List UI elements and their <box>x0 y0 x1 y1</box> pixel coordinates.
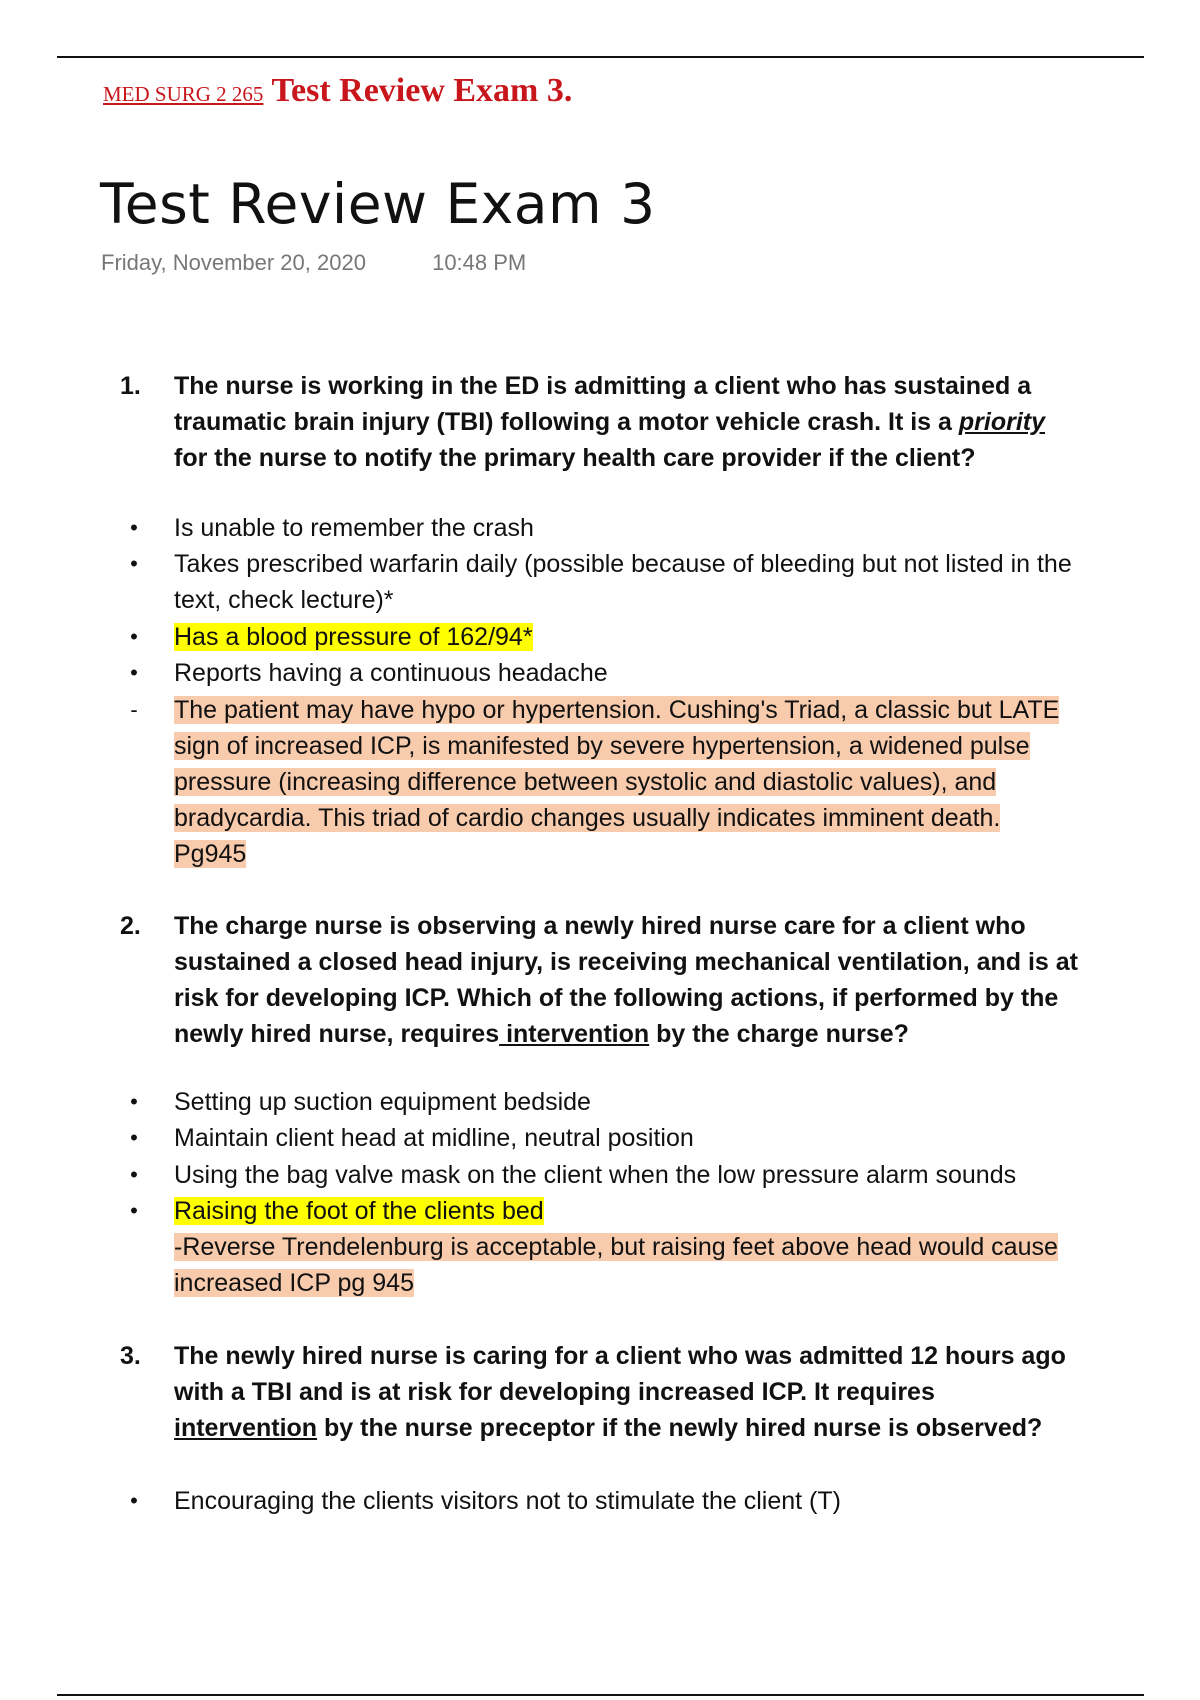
question-text: The charge nurse is observing a newly hired nurse care for a client who sustained a closed head injury, is receiving mechanical ventilation, and is at risk for developing ICP. Which of the following actions, if performed by the newly hired nurse, requires intervention by the charge nurse? <box>174 912 1079 1048</box>
question-emphasis: intervention <box>499 1020 650 1048</box>
bullet-marker: • <box>130 660 138 685</box>
question-number: 2. <box>120 912 141 940</box>
document-header <box>103 72 572 110</box>
option-text: Using the bag valve mask on the client when the low pressure alarm sounds <box>174 1161 1017 1189</box>
bullet-marker: • <box>130 624 138 649</box>
question-text: The nurse is working in the ED is admitting a client who has sustained a traumatic brain injury (TBI) following a motor vehicle crash. It is a priority for the nurse to notify the primary health care provider if the client? <box>174 372 1046 472</box>
bullet-marker: • <box>130 1125 138 1150</box>
bullet-marker: • <box>130 551 138 576</box>
question-text: The newly hired nurse is caring for a client who was admitted 12 hours ago with a TBI and is at risk for developing increased ICP. It requires intervention by the nurse preceptor if the newly hired nurse is observed? <box>174 1342 1066 1442</box>
dash-marker: - <box>130 697 138 722</box>
top-rule <box>57 56 1144 58</box>
rationale-text: -Reverse Trendelenburg is acceptable, but raising feet above head would cause increased ICP pg 945 <box>174 1233 1058 1297</box>
rationale-text: The patient may have hypo or hypertension. Cushing's Triad, a classic but LATE sign of increased ICP, is manifested by severe hypertension, a widened pulse pressure (increasing difference between systolic and diastolic values), and bradycardia. This triad of cardio changes usually indicates imminent death. Pg945 <box>174 696 1060 868</box>
option-text: Encouraging the clients visitors not to stimulate the client (T) <box>174 1487 841 1515</box>
header-title: Test Review Exam 3. <box>271 72 573 109</box>
page-time: 10:48 PM <box>432 250 527 275</box>
bullet-marker: • <box>130 1162 138 1187</box>
course-code: MED SURG 2 265 <box>103 82 264 106</box>
option-text: Maintain client head at midline, neutral position <box>174 1124 694 1152</box>
bullet-marker: • <box>130 1089 138 1114</box>
question-number: 1. <box>120 372 141 400</box>
bottom-rule <box>57 1694 1144 1696</box>
bullet-marker: • <box>130 1198 138 1223</box>
option-text: Is unable to remember the crash <box>174 514 534 542</box>
question-number: 3. <box>120 1342 141 1370</box>
option-text: Setting up suction equipment bedside <box>174 1088 591 1116</box>
page-datetime <box>101 250 526 276</box>
page-title: Test Review Exam 3 <box>100 172 656 236</box>
bullet-marker: • <box>130 1488 138 1513</box>
question-emphasis: priority <box>958 408 1046 436</box>
highlighted-answer: Raising the foot of the clients bed <box>174 1197 544 1225</box>
page-date: Friday, November 20, 2020 <box>101 250 366 275</box>
highlighted-answer: Has a blood pressure of 162/94* <box>174 623 533 651</box>
question-emphasis: intervention <box>174 1414 318 1442</box>
bullet-marker: • <box>130 515 138 540</box>
option-text: Reports having a continuous headache <box>174 659 608 687</box>
option-text: Takes prescribed warfarin daily (possible because of bleeding but not listed in the text, check lecture)* <box>174 550 1072 614</box>
